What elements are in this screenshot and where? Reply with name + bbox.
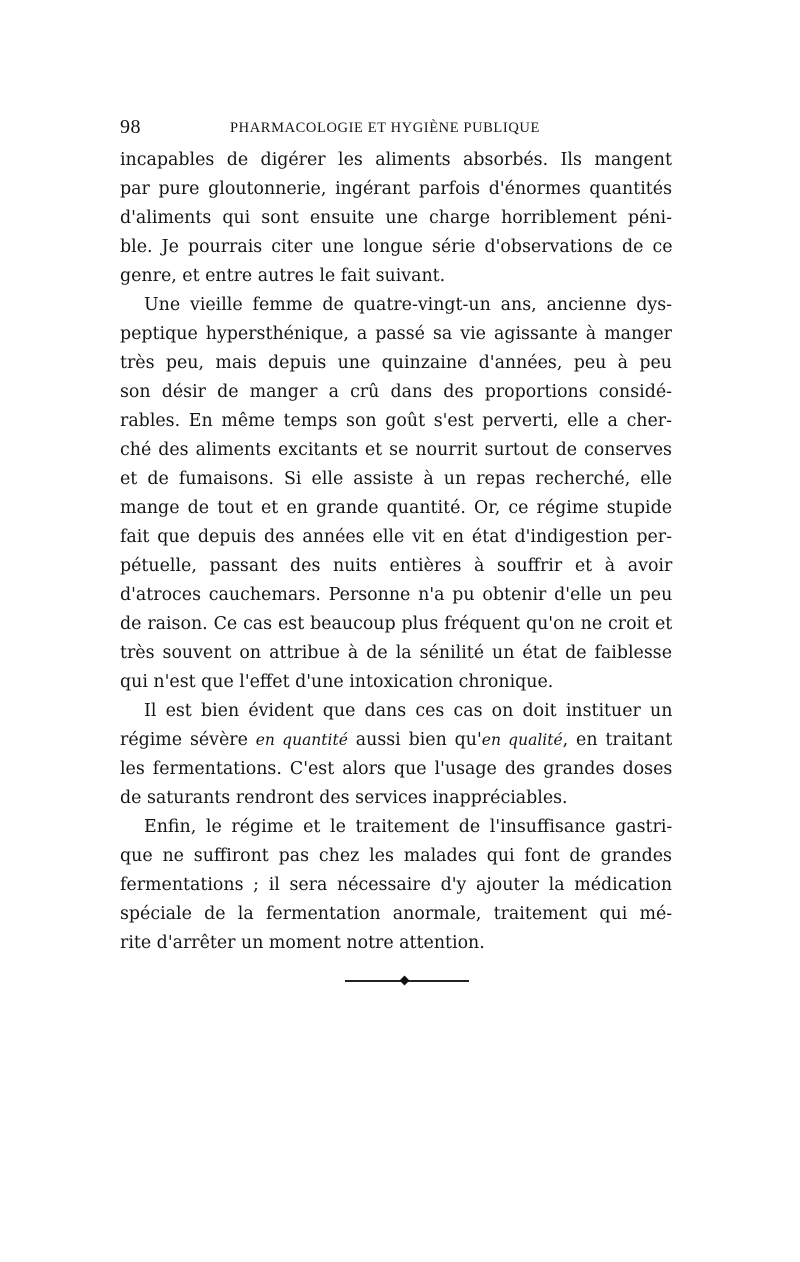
text-line: fermentations ; il sera nécessaire d'y ajouter la médication: [120, 875, 673, 895]
text-line: Enfin, le régime et le traitement de l'insuffisance gastri-: [144, 817, 673, 837]
text-line: ché des aliments excitants et se nourrit surtout de conserves: [120, 440, 672, 460]
text-line: Il est bien évident que dans ces cas on doit instituer un: [144, 701, 673, 721]
text-line: ble. Je pourrais citer une longue série d'observations de ce: [120, 237, 673, 257]
text-line: incapables de digérer les aliments absorbés. Ils mangent: [120, 150, 672, 170]
text-line: fait que depuis des années elle vit en état d'indigestion per-: [120, 527, 672, 547]
italic-phrase: en qualité: [481, 731, 563, 749]
text-line: très souvent on attribue à de la sénilité un état de faiblesse: [120, 643, 672, 663]
text-line: par pure gloutonnerie, ingérant parfois d'énormes quantités: [120, 179, 672, 199]
text-line: mange de tout et en grande quantité. Or, ce régime stupide: [120, 498, 672, 518]
text-line: très peu, mais depuis une quinzaine d'années, peu à peu: [120, 353, 672, 373]
paragraph-3: [120, 697, 672, 813]
text-segment: régime sévère: [120, 730, 256, 750]
text-segment: , en traitant: [562, 730, 673, 750]
text-line: d'aliments qui sont ensuite une charge horriblement péni-: [120, 208, 672, 228]
italic-phrase: en quantité: [255, 731, 348, 749]
text-segment: aussi bien qu': [347, 730, 482, 750]
text-line: rite d'arrêter un moment notre attention.: [120, 933, 485, 953]
text-line: peptique hypersthénique, a passé sa vie agissante à manger: [120, 324, 672, 344]
section-divider: [345, 977, 469, 985]
text-line: de saturants rendront des services inappréciables.: [120, 788, 568, 808]
text-line: et de fumaisons. Si elle assiste à un repas recherché, elle: [120, 469, 672, 489]
text-line: son désir de manger a crû dans des proportions considé-: [120, 382, 672, 402]
text-line: Une vieille femme de quatre-vingt-un ans, ancienne dys-: [144, 295, 672, 315]
text-line: d'atroces cauchemars. Personne n'a pu obtenir d'elle un peu: [120, 585, 673, 605]
running-title: PHARMACOLOGIE ET HYGIÈNE PUBLIQUE: [230, 120, 540, 136]
text-line: spéciale de la fermentation anormale, traitement qui mé-: [120, 904, 673, 924]
text-line: [120, 726, 672, 755]
text-line: genre, et entre autres le fait suivant.: [120, 266, 446, 286]
body-text: [120, 146, 672, 958]
text-line: qui n'est que l'effet d'une intoxication chronique.: [120, 672, 554, 692]
paragraph-4: [120, 813, 672, 958]
text-line: pétuelle, passant des nuits entières à souffrir et à avoir: [120, 556, 673, 576]
text-line: rables. En même temps son goût s'est perverti, elle a cher-: [120, 411, 672, 431]
text-line: de raison. Ce cas est beaucoup plus fréquent qu'on ne croit et: [120, 614, 673, 634]
page-number: 98: [120, 116, 141, 138]
page-header: [120, 116, 680, 142]
text-line: les fermentations. C'est alors que l'usage des grandes doses: [120, 759, 673, 779]
text-line: que ne suffiront pas chez les malades qui font de grandes: [120, 846, 672, 866]
paragraph-2: [120, 291, 672, 697]
paragraph-1: [120, 146, 672, 291]
divider-ornament-icon: [400, 976, 410, 986]
